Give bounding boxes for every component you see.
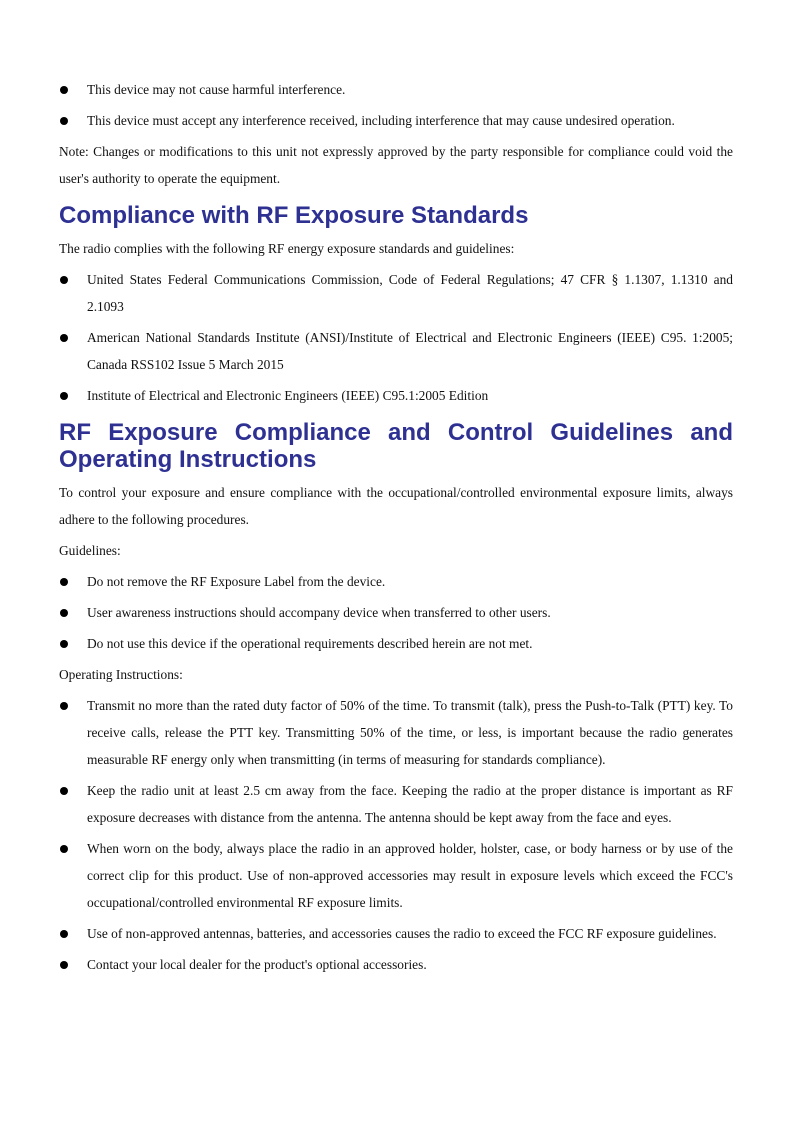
modification-note: Note: Changes or modifications to this unit not expressly approved by the party responsible for compliance could void the user's authority to operate the equipment. [59, 144, 733, 186]
list-item-text: Do not remove the RF Exposure Label from the device. [87, 574, 386, 589]
list-item [59, 835, 733, 916]
list-item-text: Transmit no more than the rated duty factor of 50% of the time. To transmit (talk), press the Push-to-Talk (PTT) key. To receive calls, release the PTT key. Transmitting 50% of the time, or less, is important because the radio generates measurable RF energy only when transmitting (in terms of measuring for standards compliance). [87, 698, 733, 767]
list-item-text: When worn on the body, always place the radio in an approved holder, holster, case, or body harness or by use of the correct clip for this product. Use of non-approved accessories may result in exposure levels which exceed the FCC's occupational/controlled environmental RF exposure limits. [87, 841, 733, 910]
bullet-icon [60, 578, 68, 586]
list-item [59, 599, 733, 626]
operating-instructions-list [59, 692, 733, 978]
bullet-icon [60, 787, 68, 795]
rf-standards-intro: The radio complies with the following RF energy exposure standards and guidelines: [59, 241, 515, 256]
bullet-icon [60, 86, 68, 94]
bullet-icon [60, 609, 68, 617]
list-item [59, 76, 733, 103]
bullet-icon [60, 930, 68, 938]
bullet-icon [60, 392, 68, 400]
list-item [59, 777, 733, 831]
list-item-text: This device must accept any interference received, including interference that may cause undesired operation. [87, 113, 675, 128]
list-item [59, 266, 733, 320]
section-heading-rf-guidelines [59, 419, 733, 473]
bullet-icon [60, 640, 68, 648]
list-item-text: Institute of Electrical and Electronic Engineers (IEEE) C95.1:2005 Edition [87, 388, 489, 403]
list-item [59, 692, 733, 773]
bullet-icon [60, 845, 68, 853]
list-item-text: Use of non-approved antennas, batteries, and accessories causes the radio to exceed the FCC RF exposure guidelines. [87, 926, 717, 941]
section-heading-rf-standards: Compliance with RF Exposure Standards [59, 202, 529, 229]
bullet-icon [60, 117, 68, 125]
list-item [59, 324, 733, 378]
list-item [59, 107, 733, 134]
page-content [59, 76, 733, 982]
list-item-text: Keep the radio unit at least 2.5 cm away from the face. Keeping the radio at the proper distance is important as RF exposure decreases with distance from the antenna. The antenna should be kept away from the face and eyes. [87, 783, 733, 825]
list-item [59, 951, 733, 978]
bullet-icon [60, 702, 68, 710]
guidelines-list [59, 568, 733, 657]
list-item [59, 382, 733, 409]
list-item-text: United States Federal Communications Commission, Code of Federal Regulations; 47 CFR § 1.1307, 1.1310 and 2.1093 [87, 272, 733, 314]
list-item-text: This device may not cause harmful interference. [87, 82, 346, 97]
list-item-text: Do not use this device if the operational requirements described herein are not met. [87, 636, 533, 651]
list-item [59, 920, 733, 947]
list-item-text: American National Standards Institute (ANSI)/Institute of Electrical and Electronic Engineers (IEEE) C95. 1:2005; Canada RSS102 Issue 5 March 2015 [87, 330, 733, 372]
list-item [59, 568, 733, 595]
operating-instructions-label: Operating Instructions: [59, 667, 183, 682]
bullet-icon [60, 961, 68, 969]
guidelines-label: Guidelines: [59, 543, 121, 558]
rf-standards-list [59, 266, 733, 409]
list-item-text: Contact your local dealer for the product's optional accessories. [87, 957, 427, 972]
list-item [59, 630, 733, 657]
interference-conditions-list [59, 76, 733, 134]
heading-line: RF Exposure Compliance and Control Guidelines and [59, 419, 733, 446]
bullet-icon [60, 276, 68, 284]
bullet-icon [60, 334, 68, 342]
heading-line: Operating Instructions [59, 446, 317, 473]
rf-guidelines-intro: To control your exposure and ensure compliance with the occupational/controlled environmental exposure limits, always adhere to the following procedures. [59, 485, 733, 527]
list-item-text: User awareness instructions should accompany device when transferred to other users. [87, 605, 551, 620]
